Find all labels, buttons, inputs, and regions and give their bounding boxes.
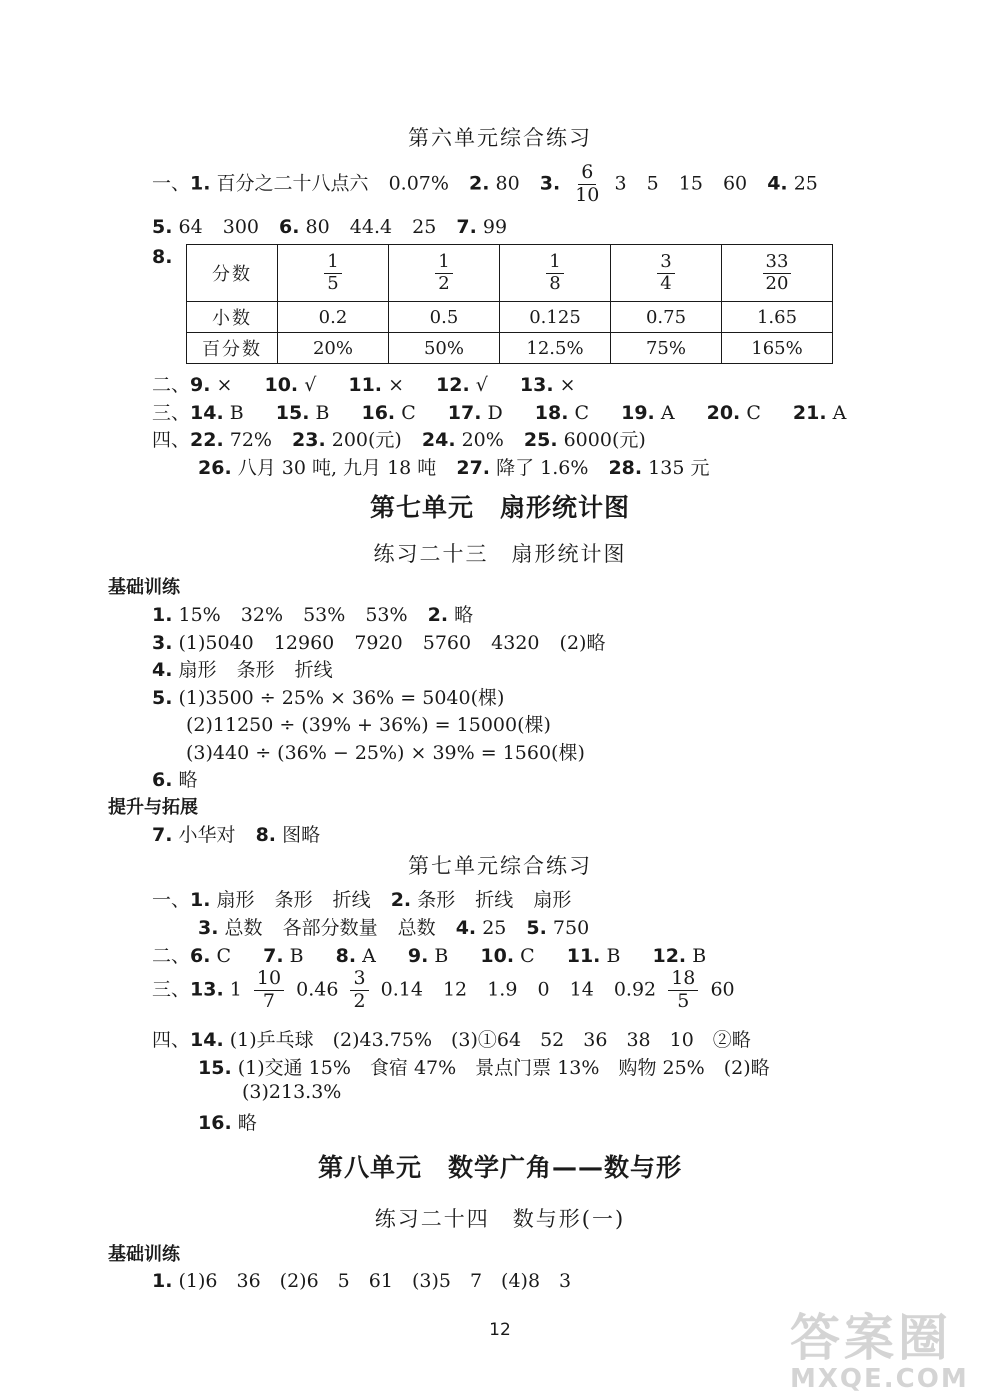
answer: × <box>388 374 404 396</box>
q-num: 11. <box>566 945 601 967</box>
u7r-l1 <box>152 885 571 912</box>
q-num: 1. <box>152 1270 173 1292</box>
answer: 200(元) <box>331 429 402 451</box>
q-num: 26. <box>198 457 232 479</box>
u7r-q15b: (3)213.3% <box>242 1081 342 1103</box>
answer: 图略 <box>282 824 321 846</box>
u7r-part3 <box>152 968 735 1013</box>
answer: C <box>216 945 232 967</box>
answer: 扇形 <box>533 889 572 911</box>
part-label: 三、 <box>152 978 191 1001</box>
q-num: 12. <box>652 945 687 967</box>
answer: 条形 <box>236 659 275 681</box>
answer: 72% <box>229 429 272 451</box>
answer: 5 <box>646 172 659 195</box>
unit8-title: 第八单元 数学广角——数与形 <box>317 1153 682 1182</box>
q-num: 19. <box>621 402 655 424</box>
answer: B <box>315 402 330 424</box>
table-cell: 0.2 <box>278 302 389 333</box>
part-label: 四、 <box>152 429 191 451</box>
u7r-q15 <box>198 1053 770 1080</box>
fraction: $\frac{6}{10}$ <box>575 161 600 206</box>
answer: 百分之二十八点六 <box>216 172 369 195</box>
answer: √ <box>304 374 317 396</box>
q-num: 10. <box>264 374 299 396</box>
table-cell: $\frac{33}{20}$ <box>722 245 833 302</box>
unit7-title: 第七单元 扇形统计图 <box>369 493 630 522</box>
watermark-logo <box>790 1298 969 1394</box>
table-cell: 0.75 <box>611 302 722 333</box>
answer: 3 <box>614 172 627 195</box>
answer: 80 <box>305 216 330 238</box>
q-num: 21. <box>792 402 827 424</box>
answer: 各部分数量 <box>282 917 378 939</box>
fraction: $\frac{10}{7}$ <box>254 968 284 1013</box>
q-num: 12. <box>436 374 470 396</box>
unit6-part3-line <box>152 398 846 425</box>
answer: 6000(元) <box>563 429 646 451</box>
answer: 99 <box>482 216 508 238</box>
fraction: $\frac{3}{2}$ <box>350 968 368 1013</box>
q-num: 6. <box>152 769 173 791</box>
answer: 25 <box>412 216 437 238</box>
answer: √ <box>475 374 488 396</box>
fraction-decimal-percent-table <box>186 244 833 364</box>
q-num: 1. <box>190 172 211 195</box>
answer: × <box>216 374 233 396</box>
u7-l7 <box>152 820 320 847</box>
answer: 20% <box>461 429 504 451</box>
table-cell: 50% <box>389 333 500 364</box>
answer: 135 元 <box>648 457 710 479</box>
q-num: 14. <box>190 402 224 424</box>
q-num: 11. <box>348 374 383 396</box>
answer: 4320 <box>491 632 540 654</box>
answer: 12 <box>442 978 468 1001</box>
q-num: 13. <box>519 374 554 396</box>
table-cell: $\frac{1}{8}$ <box>500 245 611 302</box>
answer: 60 <box>722 172 748 195</box>
answer: 降了 1.6% <box>496 457 589 479</box>
q-num: 6. <box>279 216 300 238</box>
answer: B <box>229 402 244 424</box>
answer: 14 <box>569 978 594 1001</box>
unit6-q26-line <box>198 453 709 480</box>
q-num: 28. <box>608 457 643 479</box>
page-number: 12 <box>489 1320 511 1340</box>
ex23-title: 练习二十三 扇形统计图 <box>373 542 627 566</box>
extension-label: 提升与拓展 <box>108 797 198 818</box>
table-cell: 20% <box>278 333 389 364</box>
answer: A <box>660 402 675 424</box>
answer: 53% <box>365 604 408 626</box>
answer: 25 <box>482 917 507 939</box>
answer: 条形 <box>274 889 313 911</box>
table-cell: $\frac{1}{2}$ <box>389 245 500 302</box>
answer: 64 <box>178 216 203 238</box>
answer: 1.9 <box>487 978 518 1001</box>
answer: A <box>832 402 847 424</box>
answer: 0 <box>537 978 550 1001</box>
q-num: 4. <box>455 917 477 939</box>
table-row <box>187 333 833 364</box>
q-num: 20. <box>706 402 741 424</box>
answer: 300 <box>222 216 259 238</box>
table-cell: $\frac{1}{5}$ <box>278 245 389 302</box>
answer: 60 <box>710 978 735 1001</box>
answer: 15 <box>678 172 703 195</box>
part-label: 一、 <box>152 889 191 911</box>
u7r-q16 <box>198 1108 257 1135</box>
q-num: 15. <box>198 1057 232 1079</box>
u8-l1 <box>152 1266 571 1293</box>
unit6-q1-line <box>152 162 818 207</box>
u7r-q14 <box>152 1025 751 1052</box>
unit6-review-title: 第六单元综合练习 <box>408 126 592 150</box>
watermark-bottom: MXQE.COM <box>790 1364 969 1394</box>
answer: A <box>362 945 376 967</box>
answer: 扇形 <box>178 659 217 681</box>
answer: C <box>574 402 590 424</box>
u7-l1 <box>152 600 473 627</box>
answer: 总数 <box>224 917 263 939</box>
answer: (1)5040 <box>178 632 254 654</box>
q-num: 4. <box>767 172 788 195</box>
answer: 0.07% <box>388 172 449 195</box>
answer: B <box>289 945 304 967</box>
u7r-l3 <box>198 913 589 940</box>
q-num: 1. <box>152 604 173 626</box>
part-label: 二、 <box>152 374 191 396</box>
answer: B <box>692 945 707 967</box>
u7-l6 <box>152 765 198 792</box>
q-num: 15. <box>275 402 310 424</box>
answer: 80 <box>495 172 520 195</box>
q-num: 8. <box>335 945 357 967</box>
answer: D <box>487 402 503 424</box>
answer: (1)3500 ÷ 25% × 36% = 5040(棵) <box>178 687 505 709</box>
answer: 12960 <box>273 632 335 654</box>
unit6-q5-line <box>152 216 507 238</box>
answer: 小华对 <box>178 824 236 846</box>
q-num: 27. <box>456 457 491 479</box>
u7-l3 <box>152 628 605 655</box>
q-num: 16. <box>198 1112 232 1134</box>
table-cell: 0.125 <box>500 302 611 333</box>
answer: 折线 <box>294 659 333 681</box>
u7-l4 <box>152 655 333 682</box>
answer: 0.14 <box>380 978 423 1001</box>
watermark-top: 答案圈 <box>790 1309 952 1367</box>
q-num: 24. <box>421 429 456 451</box>
answer: B <box>606 945 621 967</box>
row-label: 小数 <box>187 302 278 333</box>
answer: (1)乒乓球 (2)43.75% (3)①64 52 36 38 10 ②略 <box>229 1029 751 1051</box>
q-num: 9. <box>190 374 211 396</box>
table-cell: 75% <box>611 333 722 364</box>
q-num: 9. <box>407 945 429 967</box>
table-cell: 165% <box>722 333 833 364</box>
answer: × <box>559 374 576 396</box>
q-num: 3. <box>152 632 173 654</box>
answer: 53% <box>303 604 346 626</box>
part-label: 二、 <box>152 945 191 967</box>
fraction: $\frac{18}{5}$ <box>668 968 698 1013</box>
unit6-part2-line <box>152 370 576 397</box>
answer: 略 <box>237 1112 257 1134</box>
q-num: 17. <box>447 402 482 424</box>
part-label: 一、 <box>152 172 191 195</box>
answer: 扇形 <box>216 889 255 911</box>
answer: 44.4 <box>349 216 393 238</box>
q-num: 22. <box>190 429 224 451</box>
q-num: 7. <box>456 216 477 238</box>
table-cell: 0.5 <box>389 302 500 333</box>
answer: 略 <box>178 769 198 791</box>
basic-training-label: 基础训练 <box>108 1244 180 1265</box>
basic-training-label: 基础训练 <box>108 577 180 598</box>
answer: C <box>520 945 535 967</box>
q-num: 10. <box>480 945 515 967</box>
table-row <box>187 245 833 302</box>
row-label: 分数 <box>187 245 278 302</box>
q-num: 6. <box>190 945 211 967</box>
q-num: 4. <box>152 659 173 681</box>
answer: 条形 <box>417 889 456 911</box>
ex24-title: 练习二十四 数与形(一) <box>374 1207 626 1231</box>
part-label: 三、 <box>152 402 191 424</box>
q-num: 13. <box>190 978 224 1001</box>
answer: 0.46 <box>296 978 339 1001</box>
answer: 15% <box>178 604 221 626</box>
q-num: 1. <box>190 889 211 911</box>
q-num: 23. <box>292 429 326 451</box>
table-row <box>187 302 833 333</box>
u7r-part2 <box>152 941 706 968</box>
q-num: 3. <box>539 172 561 195</box>
unit7-review-title: 第七单元综合练习 <box>408 854 592 878</box>
answer: B <box>434 945 449 967</box>
answer: 八月 30 吨, 九月 18 吨 <box>237 457 437 479</box>
row-label: 百分数 <box>187 333 278 364</box>
q-num: 5. <box>152 687 173 709</box>
u7-l5a <box>152 683 504 710</box>
answer: 1 <box>229 978 242 1001</box>
answer: C <box>746 402 761 424</box>
answer: (1)交通 15% 食宿 47% 景点门票 13% 购物 25% (2)略 <box>237 1057 770 1079</box>
q-num: 18. <box>534 402 569 424</box>
u7-l5b: (2)11250 ÷ (39% + 36%) = 15000(棵) <box>186 714 551 736</box>
unit6-part4-line <box>152 425 646 452</box>
q-num: 16. <box>361 402 396 424</box>
table-cell: $\frac{3}{4}$ <box>611 245 722 302</box>
answer: (1)6 36 (2)6 5 61 (3)5 7 (4)8 3 <box>178 1270 572 1292</box>
u7-l5c: (3)440 ÷ (36% − 25%) × 39% = 1560(棵) <box>186 742 585 764</box>
answer: 25 <box>793 172 818 195</box>
q-num: 25. <box>523 429 558 451</box>
table-cell: 12.5% <box>500 333 611 364</box>
part-label: 四、 <box>152 1029 191 1051</box>
q-num: 14. <box>190 1029 224 1051</box>
answer: 5760 <box>422 632 472 654</box>
answer: (2)略 <box>559 632 606 654</box>
q-num: 5. <box>152 216 173 238</box>
answer: 总数 <box>397 917 436 939</box>
q-num: 8. <box>255 824 277 846</box>
q-num: 2. <box>427 604 449 626</box>
answer: 折线 <box>332 889 371 911</box>
q-num: 2. <box>468 172 490 195</box>
answer: 折线 <box>475 889 514 911</box>
answer: 0.92 <box>613 978 657 1001</box>
answer: C <box>401 402 416 424</box>
q8-num: 8. <box>152 246 173 268</box>
q-num: 3. <box>198 917 219 939</box>
answer: 750 <box>552 917 590 939</box>
q-num: 5. <box>526 917 547 939</box>
table-cell: 1.65 <box>722 302 833 333</box>
q-num: 7. <box>152 824 173 846</box>
q-num: 7. <box>263 945 284 967</box>
answer: 7920 <box>354 632 403 654</box>
answer: 32% <box>240 604 284 626</box>
answer: 略 <box>454 604 474 626</box>
q-num: 2. <box>390 889 412 911</box>
